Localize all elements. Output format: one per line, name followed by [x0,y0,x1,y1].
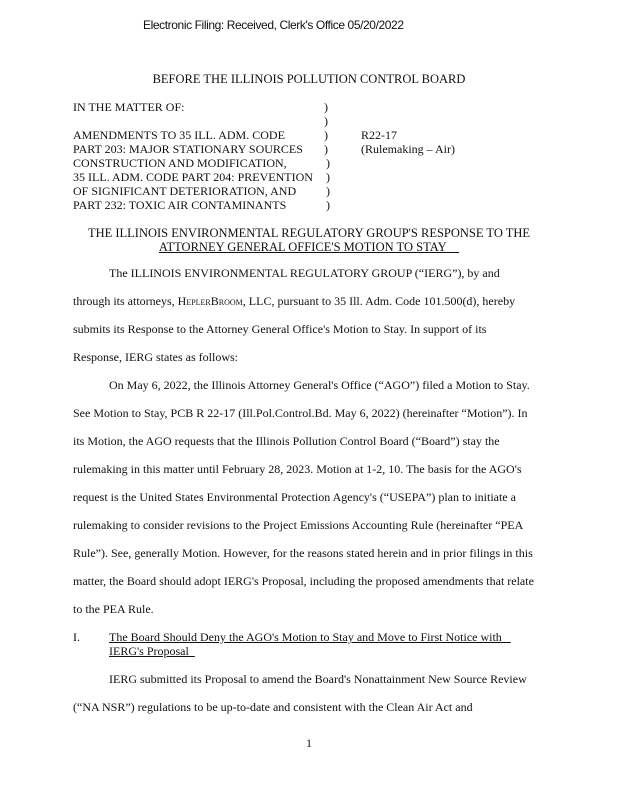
response-title-underlined: ATTORNEY GENERAL OFFICE'S MOTION TO STAY [158,240,447,254]
para1-line-2-post: , LLC, pursuant to 35 Ill. Adm. Code 101.500(d), hereby [242,294,516,308]
para3-line-1: IERG submitted its Proposal to amend the Board's Nonattainment New Source Review [109,672,527,686]
section-heading-text-2: IERG's Proposal [109,644,189,658]
docket-number: R22-17 [361,128,397,142]
rulemaking-type: (Rulemaking – Air) [361,142,455,156]
para1-line-2-pre: through its attorneys, [73,294,178,308]
para2-line-9: to the PEA Rule. [73,602,154,616]
para2-line-2: See Motion to Stay, PCB R 22-17 (Ill.Pol.Control.Bd. May 6, 2022) (hereinafter “Motion”). In [73,406,528,420]
caption-paren: ) [326,184,330,198]
caption-paren: ) [324,114,328,128]
caption-paren: ) [324,142,328,156]
caption-line-1: AMENDMENTS TO 35 ILL. ADM. CODE [73,128,285,142]
para1-line-3: submits its Response to the Attorney General Office's Motion to Stay. In support of its [73,322,487,336]
caption-line-2: PART 203: MAJOR STATIONARY SOURCES [73,142,303,156]
section-heading-text-1: The Board Should Deny the AGO's Motion to Stay and Move to First Notice with [109,630,502,644]
para1-line-1: The ILLINOIS ENVIRONMENTAL REGULATORY GROUP (“IERG”), by and [109,266,500,280]
para1-line-2 [73,294,515,309]
caption-line-6: PART 232: TOXIC AIR CONTAMINANTS [73,198,287,212]
section-heading-line-2 [109,644,195,659]
caption-line-5: OF SIGNIFICANT DETERIORATION, AND [73,184,297,198]
electronic-filing-stamp: Electronic Filing: Received, Clerk's Office 05/20/2022 [143,18,404,32]
law-firm-name: HeplerBroom [177,294,243,308]
section-heading-line-1 [109,630,511,645]
caption-paren: ) [324,100,328,114]
para2-line-8: matter, the Board should adopt IERG's Proposal, including the proposed amendments that relate [73,574,534,588]
section-number: I. [73,630,80,644]
response-title-line-2 [0,240,618,255]
para2-line-3: its Motion, the AGO requests that the Illinois Pollution Control Board (“Board”) stay the [73,434,500,448]
para2-line-4: rulemaking in this matter until February 28, 2023. Motion at 1-2, 10. The basis for the AGO's [73,462,522,476]
para2-line-7: Rule”). See, generally Motion. However, for the reasons stated herein and in prior filings in this [73,546,533,560]
caption-line-3: CONSTRUCTION AND MODIFICATION, [73,156,287,170]
caption-matter-of: IN THE MATTER OF: [73,100,185,114]
caption-paren: ) [324,128,328,142]
para2-line-1: On May 6, 2022, the Illinois Attorney General's Office (“AGO”) filed a Motion to Stay. [109,378,530,392]
caption-paren: ) [326,170,330,184]
page-number: 1 [306,736,312,750]
caption-line-4: 35 ILL. ADM. CODE PART 204: PREVENTION [73,170,313,184]
para2-line-5: request is the United States Environmental Protection Agency's (“USEPA”) plan to initiate a [73,490,516,504]
board-heading: BEFORE THE ILLINOIS POLLUTION CONTROL BOARD [152,72,466,86]
response-title-line-1: THE ILLINOIS ENVIRONMENTAL REGULATORY GROUP'S RESPONSE TO THE [87,226,531,240]
caption-paren: ) [326,198,330,212]
para2-line-6: rulemaking to consider revisions to the Project Emissions Accounting Rule (hereinafter “PEA [73,518,524,532]
para3-line-2: (“NA NSR”) regulations to be up-to-date and consistent with the Clean Air Act and [73,700,473,714]
caption-paren: ) [326,156,330,170]
para1-line-4: Response, IERG states as follows: [73,350,238,364]
